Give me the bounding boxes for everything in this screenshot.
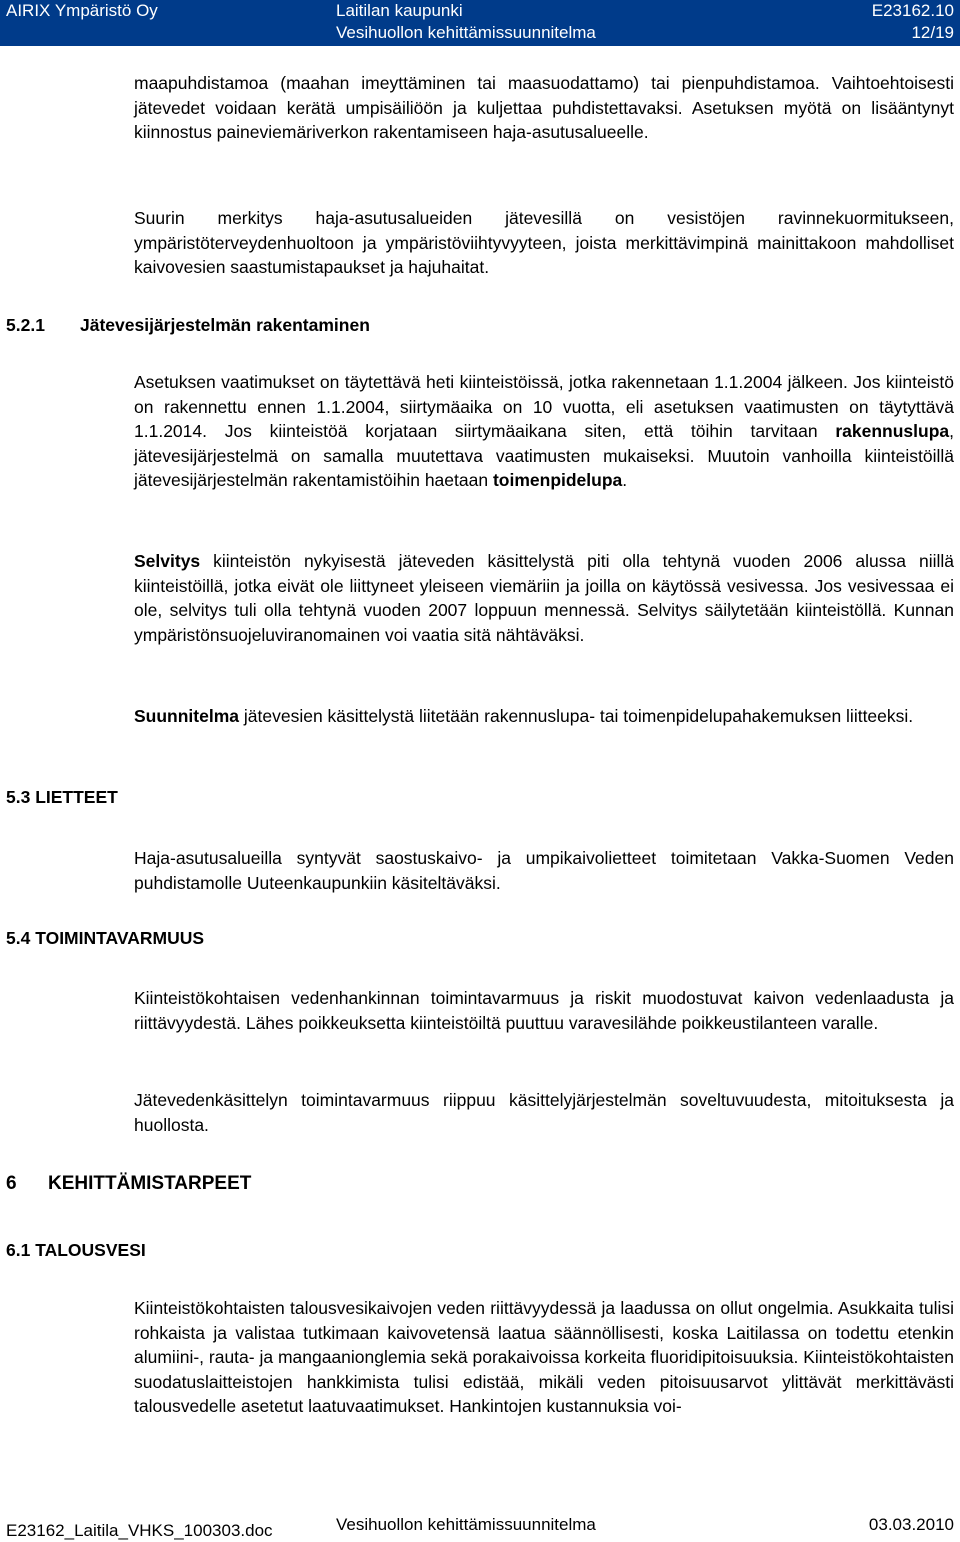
paragraph-reliability-wastewater: Jätevedenkäsittelyn toimintavarmuus riippuu käsittelyjärjestelmän soveltuvuudesta, mitoituksesta ja huollosta.: [134, 1090, 954, 1135]
section-title: TALOUSVESI: [35, 1240, 146, 1260]
section-number: 5.3: [6, 787, 31, 807]
section-heading-5-4: [6, 926, 204, 950]
section-title: LIETTEET: [35, 787, 118, 807]
chapter-title: KEHITTÄMISTARPEET: [48, 1173, 252, 1194]
section-heading-5-2-1: [6, 313, 370, 337]
section-number: 5.4: [6, 928, 31, 948]
chapter-heading-6: [6, 1171, 251, 1197]
page-header: [0, 0, 960, 46]
section-title: TOIMINTAVARMUUS: [35, 928, 205, 948]
paragraph-reliability-water: Kiinteistökohtaisen vedenhankinnan toimintavarmuus ja riskit muodostuvat kaivon vedenlaadusta ja riittävyydestä. Lähes poikkeuksetta kiinteistöiltä puuttuu varavesilähde poikkeustilanteen varalle.: [134, 988, 954, 1033]
header-municipality: Laitilan kaupunki: [336, 1, 463, 20]
paragraph-household-water: Kiinteistökohtaisten talousvesikaivojen veden riittävyydessä ja laadussa on ollut ongelmia. Asukkaita tulisi rohkaista ja valistaa tutkimaan kaivovetensä laatua säännöllisesti, koska Laitilassa on todettu etenkin alumiini-, rauta- ja mangaanionglemia sekä porakaivoissa korkeita fluoridipitoisuuksia. Kiinteistökohtaisten suodatuslaitteistojen hankkimista tulisi edistää, mikäli veden pitoisuusarvot ylittävät merkittävästi talousvedelle asetetut laatuvaatimukset. Hankintojen kustannuksia voi-: [134, 1298, 955, 1417]
header-document-title: Vesihuollon kehittämissuunnitelma: [336, 23, 596, 42]
section-title: Jätevesijärjestelmän rakentaminen: [80, 315, 370, 335]
paragraph-plan: Suunnitelma jätevesien käsittelystä liitetään rakennuslupa- tai toimenpidelupahakemuksen liitteeksi.: [134, 706, 914, 726]
bold-term-suunnitelma: Suunnitelma: [134, 706, 240, 726]
section-number: 6.1: [6, 1240, 31, 1260]
footer-filename: E23162_Laitila_VHKS_100303.doc: [6, 1521, 273, 1540]
chapter-number: 6: [6, 1173, 17, 1194]
header-page-number: 12/19: [911, 23, 954, 42]
bold-term-rakennuslupa: rakennuslupa: [835, 421, 950, 442]
header-document-number: E23162.10: [871, 1, 954, 20]
header-company: AIRIX Ympäristö Oy: [6, 1, 158, 20]
section-heading-6-1: [6, 1238, 146, 1262]
paragraph-sludge: Haja-asutusalueilla syntyvät saostuskaivo- ja umpikaivolietteet toimitetaan Vakka-Suomen Veden puhdistamolle Uuteenkaupunkiin käsiteltäväksi.: [134, 848, 954, 893]
footer-document-title: Vesihuollon kehittämissuunnitelma: [336, 1515, 596, 1534]
bold-term-toimenpidelupa: toimenpidelupa: [492, 470, 623, 491]
section-number: 5.2.1: [6, 315, 45, 335]
section-heading-5-3: [6, 785, 118, 809]
paragraph-requirements: Asetuksen vaatimukset on täytettävä heti kiinteistöissä, jotka rakennetaan 1.1.2004 jälkeen. Jos kiinteistö on rakennettu ennen 1.1.2004, siirtymäaika on 10 vuotta, eli asetuksen vaatimusten on täytyttävä 1.1.2014. Jos kiinteistöä korjataan siirtymäaikana siten, että töihin tarvitaan rakennuslupa, jätevesijärjestelmä on samalla muutettava vaatimusten mukaiseksi. Muutoin vanhoilla kiinteistöillä jätevesijärjestelmän rakentamistöihin haetaan toimenpidelupa.: [134, 372, 954, 491]
paragraph-survey: Selvitys kiinteistön nykyisestä jäteveden käsittelystä piti olla tehtynä vuoden 2006 alussa niillä kiinteistöillä, jotka eivät ole liittyneet yleiseen viemäriin ja joilla on käytössä vesivessa. Jos vesivessaa ei ole, selvitys tuli olla tehtynä vuoden 2007 loppuun mennessä. Selvitys säilytetään kiinteistöllä. Kunnan ympäristönsuojeluviranomainen voi vaatia sitä nähtäväksi.: [134, 551, 954, 645]
page-footer: [0, 1516, 960, 1538]
paragraph-treatment-options: maapuhdistamoa (maahan imeyttäminen tai maasuodattamo) tai pienpuhdistamoa. Vaihtoehtoisesti jätevedet voidaan kerätä umpisäiliöön ja kuljettaa puhdistettavaksi. Asetuksen myötä on lisääntynyt kiinnostus paineviemäriverkon rakentamiseen haja-asutusalueelle.: [134, 73, 954, 143]
paragraph-significance: Suurin merkitys haja-asutusalueiden jätevesillä on vesistöjen ravinnekuormitukseen, ympäristöterveydenhuoltoon ja ympäristöviihtyvyyteen, joista merkittävimpinä mainittakoon mahdolliset kaivovesien saastumistapaukset ja hajuhaitat.: [134, 208, 954, 278]
bold-term-selvitys: Selvitys: [134, 551, 201, 571]
footer-date: 03.03.2010: [868, 1515, 954, 1534]
